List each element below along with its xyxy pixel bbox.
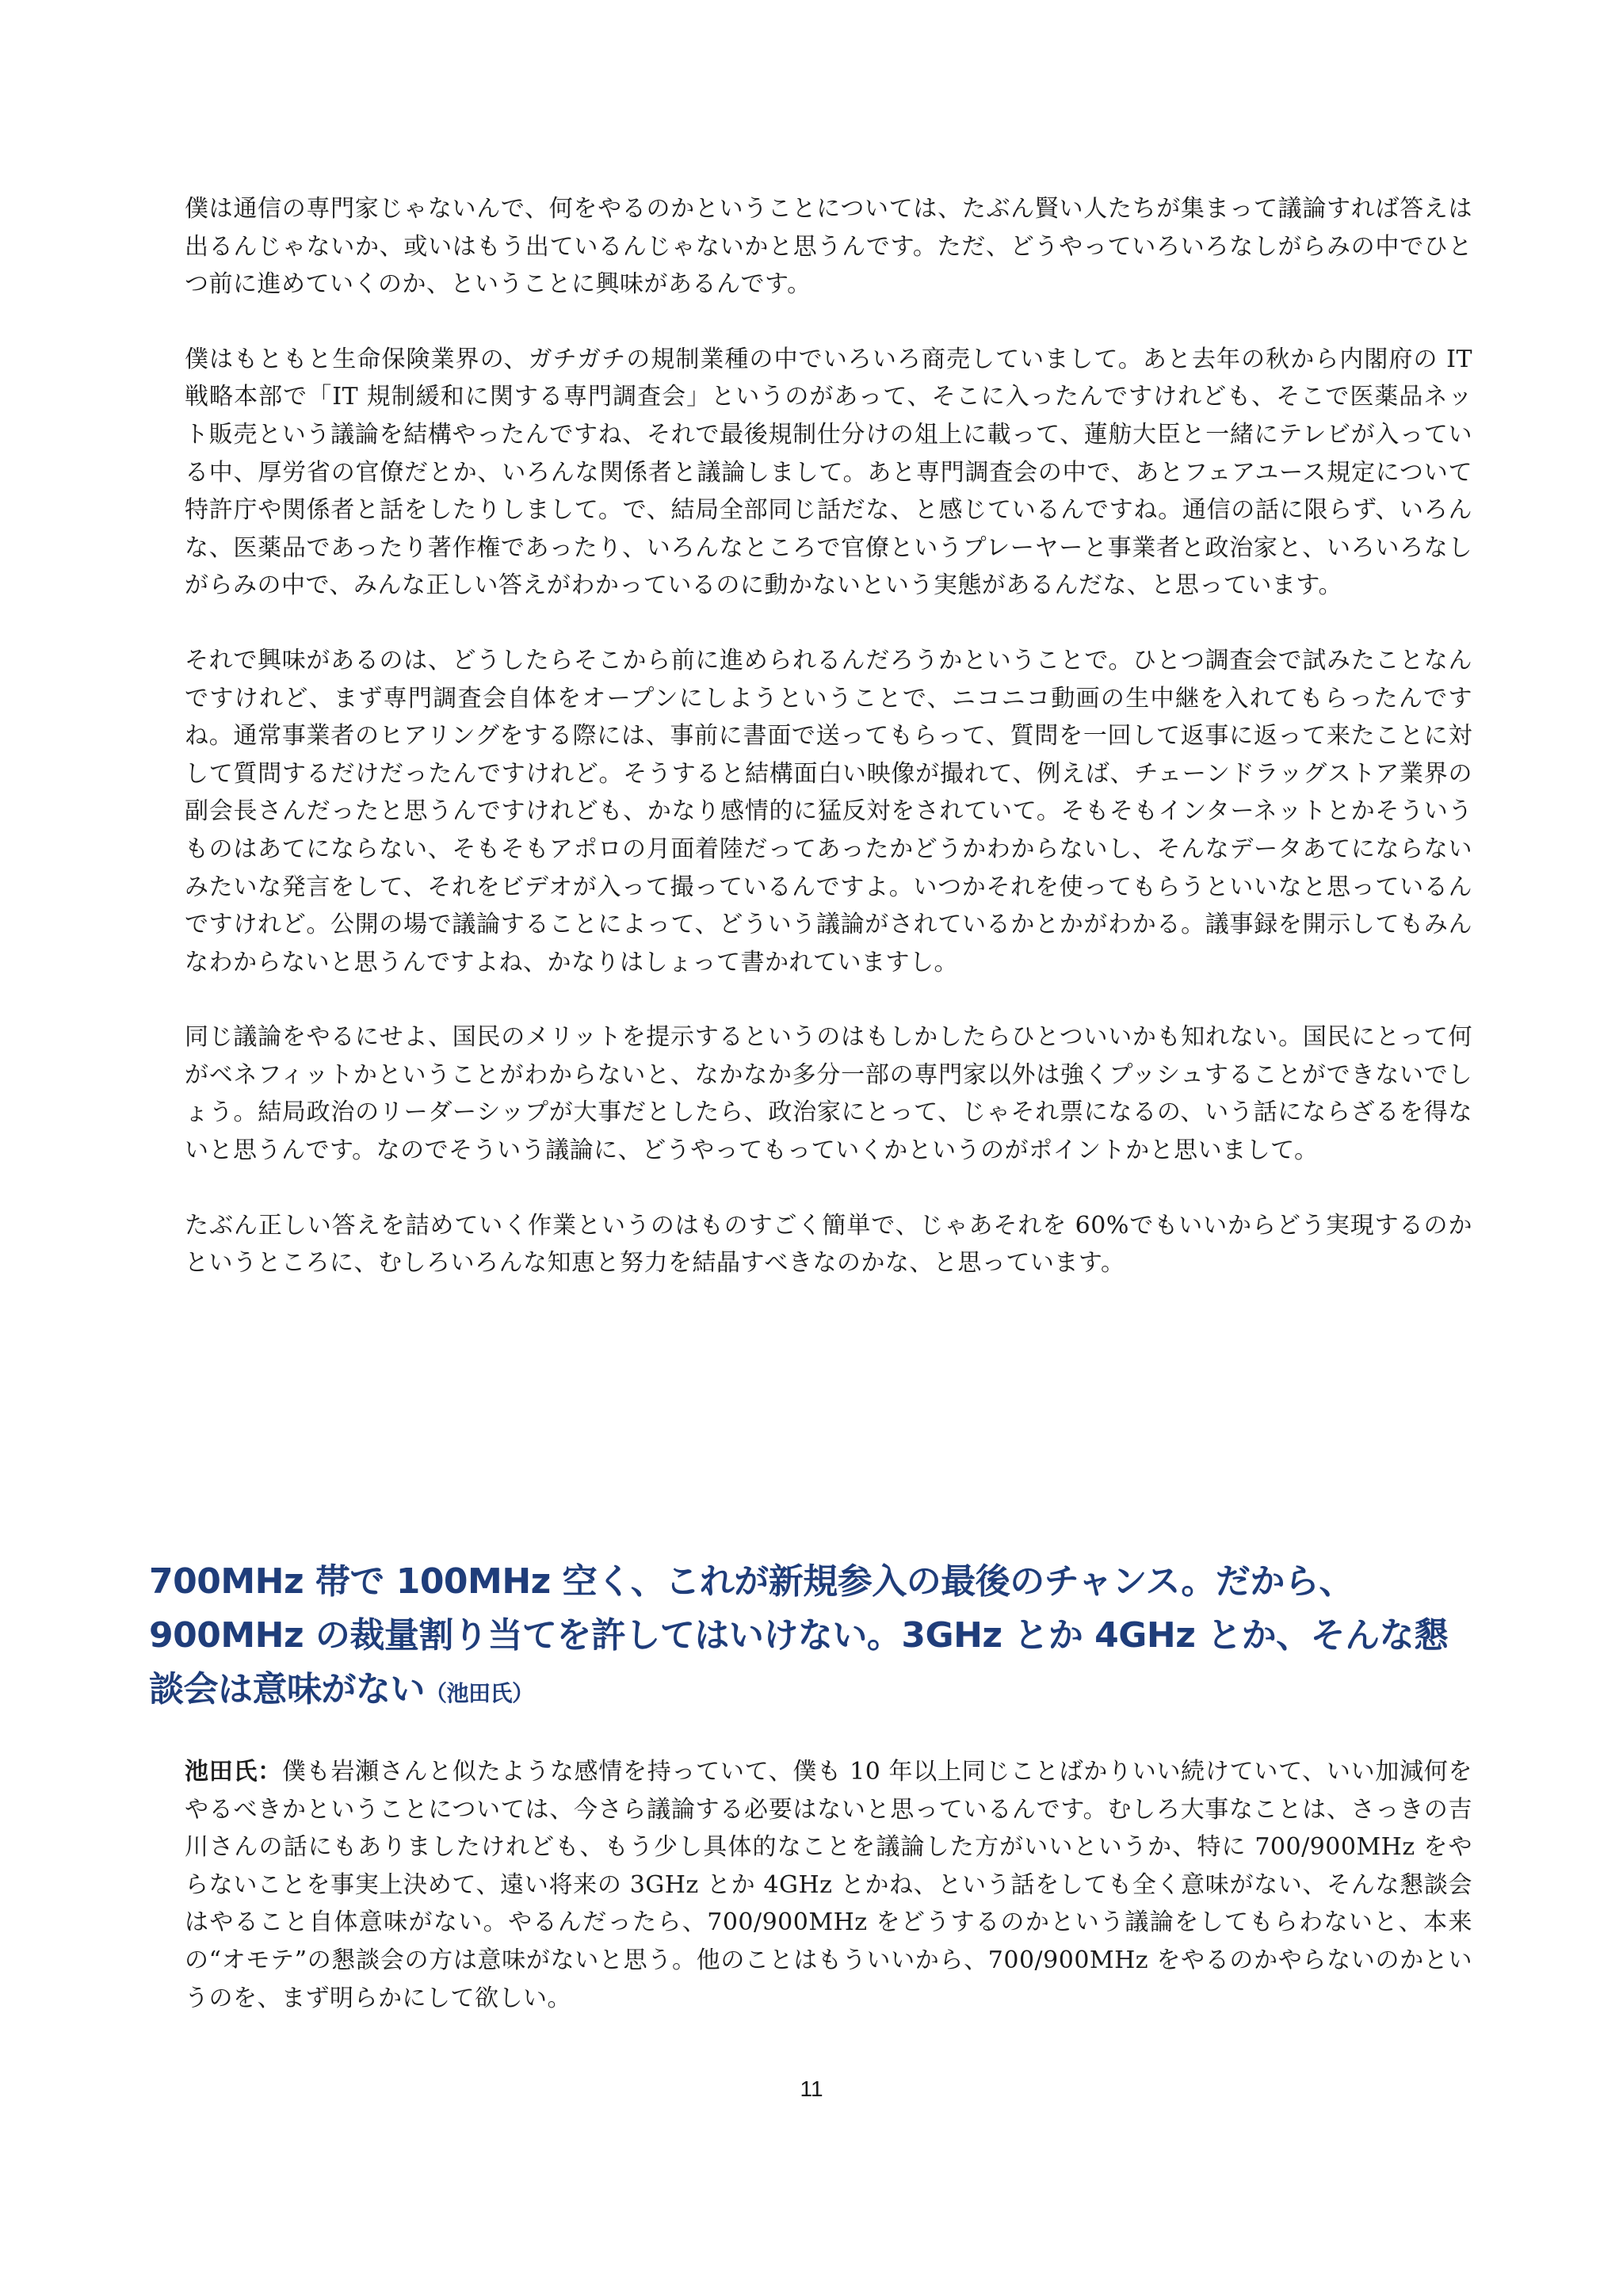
page-number: 11 [800,2076,823,2101]
paragraph-2: 僕はもともと生命保険業界の、ガチガチの規制業種の中でいろいろ商売していまして。あと去年の秋から内閣府の IT 戦略本部で「IT 規制緩和に関する専門調査会」というのがあって、そこに入ったんですけれども、そこで医薬品ネット販売という議論を結構やったんですね、それで最後規制仕分けの俎上に載って、蓮舫大臣と一緒にテレビが入っている中、厚労省の官僚だとか、いろんな関係者と議論しまして。あと専門調査会の中で、あとフェアユース規定について特許庁や関係者と話をしたりしまして。で、結局全部同じ話だな、と感じているんですね。通信の話に限らず、いろんな、医薬品であったり著作権であったり、いろんなところで官僚というプレーヤーと事業者と政治家と、いろいろなしがらみの中で、みんな正しい答えがわかっているのに動かないという実態があるんだな、と思っています。 [185,345,1472,600]
section-heading [149,1555,1480,1721]
section-heading-speaker: （池田氏） [425,1680,534,1706]
speaker-name: 池田氏： [185,1758,282,1786]
paragraph-1: 僕は通信の専門家じゃないんで、何をやるのかということについては、たぶん賢い人たちが集まって議論すれば答えは出るんじゃないか、或いはもう出ているんじゃないかと思うんです。ただ、どうやっていろいろなしがらみの中でひとつ前に進めていくのか、ということに興味があるんです。 [185,195,1472,299]
paragraph-3: それで興味があるのは、どうしたらそこから前に進められるんだろうかということで。ひとつ調査会で試みたことなんですけれど、まず専門調査会自体をオープンにしようということで、ニコニコ動画の生中継を入れてもらったんですね。通常事業者のヒアリングをする際には、事前に書面で送ってもらって、質問を一回して返事に返って来たことに対して質問するだけだったんですけれど。そうすると結構面白い映像が撮れて、例えば、チェーンドラッグストア業界の副会長さんだったと思うんですけれども、かなり感情的に猛反対をされていて。そもそもインターネットとかそういうものはあてにならない、そもそもアポロの月面着陸だってあったかどうかわからないし、そんなデータあてにならないみたいな発言をして、それをビデオが入って撮っているんですよ。いつかそれを使ってもらうといいなと思っているんですけれど。公開の場で議論することによって、どういう議論がされているかとかがわかる。議事録を開示してもみんなわからないと思うんですよね、かなりはしょって書かれていますし。 [185,646,1472,976]
interview-block [185,1753,1472,2017]
paragraph-4: 同じ議論をやるにせよ、国民のメリットを提示するというのはもしかしたらひとついいかも知れない。国民にとって何がベネフィットかということがわからないと、なかなか多分一部の専門家以外は強くプッシュすることができないでしょう。結局政治のリーダーシップが大事だとしたら、政治家にとって、じゃそれ票になるの、いう話にならざるを得ないと思うんです。なのでそういう議論に、どうやってもっていくかというのがポイントかと思いまして。 [185,1023,1472,1165]
paragraph-5: たぶん正しい答えを詰めていく作業というのはものすごく簡単で、じゃあそれを 60%でもいいからどう実現するのかというところに、むしろいろんな知恵と努力を結晶すべきなのかな、と思っています。 [185,1211,1472,1278]
interview-text: 僕も岩瀬さんと似たような感情を持っていて、僕も 10 年以上同じことばかりいい続けていて、いい加減何をやるべきかということについては、今さら議論する必要はないと思っているんです。むしろ大事なことは、さっきの吉川さんの話にもありましたけれども、もう少し具体的なことを議論した方がいいというか、特に 700/900MHz をやらないことを事実上決めて、遠い将来の 3GHz とか 4GHz とかね、という話をしても全く意味がない、そんな懇談会はやること自体意味がない。やるんだったら、700/900MHz をどうするのかという議論をしてもらわないと、本来の“オモテ”の懇談会の方は意味がないと思う。他のことはもういいから、700/900MHz をやるのかやらないのかというのを、まず明らかにして欲しい。 [185,1758,1473,2012]
body-text [185,190,1472,1320]
interview-paragraph [185,1753,1472,2017]
section-heading-text: 700MHz 帯で 100MHz 空く、これが新規参入の最後のチャンス。だから、900MHz の裁量割り当てを許してはいけない。3GHz とか 4GHz とか、そんな懇談会は意味がない [149,1561,1449,1710]
